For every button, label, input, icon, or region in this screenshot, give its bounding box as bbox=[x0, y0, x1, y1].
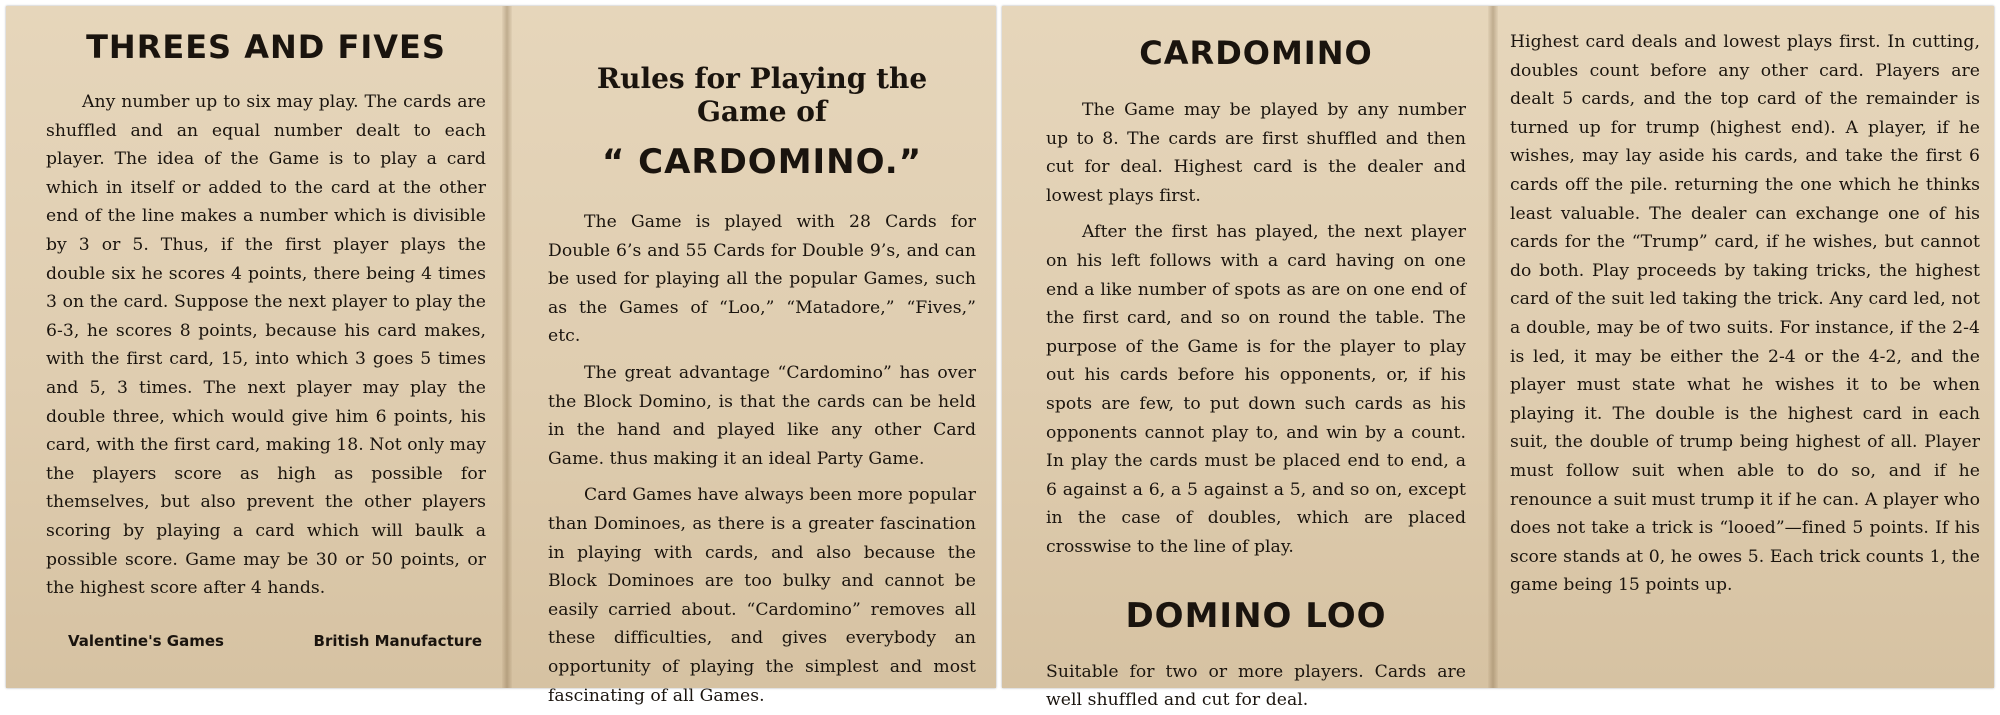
cardomino-title: CARDOMINO bbox=[1139, 34, 1373, 72]
rules-paragraph-2: The great advantage “Cardomino” has over the Block Domino, is that the cards can be held in the hand and played like any other Card Game. thus making it an ideal Party Game. bbox=[548, 362, 976, 469]
threes-and-fives-rules: Any number up to six may play. The cards are shuffled and an equal number dealt to each player. The idea of the Game is to play a card which in itself or added to the card at the other end of the line makes a number which is divisible by 3 or 5. Thus, if the first player plays the double six he scores 4 points, there being 4 times 3 on the card. Suppose the next player to play the 6-3, he scores 8 points, because his card makes, with the first card, 15, into which 3 goes 5 times and 5, 3 times. The next player may play the double three, which would give him 6 points, his card, with the first card, making 18. Not only may the players score as high as possible for themselves, but also prevent the other players scoring by playing a card which will baulk a possible score. Game may be 30 or 50 points, or the highest score after 4 hands. bbox=[46, 92, 486, 599]
publisher-footer bbox=[68, 632, 482, 650]
domino-loo-title: DOMINO LOO bbox=[1125, 595, 1387, 636]
right-sheet bbox=[1002, 6, 1994, 711]
cardomino-paragraph-2: After the first has played, the next player on his left follows with a card having on one end a like number of spots as are on one end of the first card, and so on round the table. The purpose of the Game is for the player to play out his cards before his opponents, or, if his spots are few, to put down such cards as his opponents cannot play to, and win by a count. In play the cards must be placed end to end, a 6 against a 6, a 5 against a 5, and so on, except in the case of doubles, which are placed crosswise to the line of play. bbox=[1046, 222, 1466, 557]
domino-loo-intro: Suitable for two or more players. Cards are well shuffled and cut for deal. bbox=[1046, 661, 1466, 711]
threes-and-fives-title: THREES AND FIVES bbox=[86, 28, 446, 66]
rules-title-line1: Rules for Playing the Game of bbox=[596, 62, 928, 128]
manufacture-note: British Manufacture bbox=[313, 632, 482, 650]
publisher-name: Valentine's Games bbox=[68, 632, 224, 650]
rules-paragraph-1: The Game is played with 28 Cards for Double 6’s and 55 Cards for Double 9’s, and can be used for playing all the popular Games, such as the Games of “Loo,” “Matadore,” “Fives,” etc. bbox=[548, 212, 976, 347]
domino-loo-rules-panel bbox=[1498, 6, 1994, 688]
rules-paragraph-3: Card Games have always been more popular than Dominoes, as there is a greater fascination in playing with cards, and also because the Block Dominoes are too bulky and cannot be easily carried about. “Cardomino” removes all these difficulties, and gives everybody an opportunity of playing the simplest and most fascinating of all Games. bbox=[548, 485, 976, 706]
rules-title-line2: “ CARDOMINO.” bbox=[601, 142, 923, 182]
left-sheet bbox=[6, 6, 996, 706]
threes-and-fives-panel bbox=[6, 6, 502, 688]
cardomino-panel bbox=[1002, 6, 1488, 711]
cardomino-paragraph-1: The Game may be played by any number up to 8. The cards are first shuffled and then cut for deal. Highest card is the dealer and lowest plays first. bbox=[1046, 100, 1466, 206]
fold-crease bbox=[1488, 6, 1498, 688]
domino-loo-rules: Highest card deals and lowest plays first. In cutting, doubles count before any other card. Players are dealt 5 cards, and the top card of the remainder is turned up for trump (highest end). A player, if he wishes, may lay aside his cards, and take the first 6 cards off the pile. returning the one which he thinks least valuable. The dealer can exchange one of his cards for the “Trump” card, if he wishes, but cannot do both. Play proceeds by taking tricks, the highest card of the suit led taking the trick. Any card led, not a double, may be of two suits. For instance, if the 2-4 is led, it may be either the 2-4 or the 4-2, and the player must state what he wishes it to be when playing it. The double is the highest card in each suit, the double of trump being highest of all. Player must follow suit when able to do so, and if he renounce a suit must trump it if he can. A player who does not take a trick is “looed”—fined 5 points. If his score stands at 0, he owes 5. Each trick counts 1, the game being 15 points up. bbox=[1510, 32, 1980, 596]
rules-intro-panel bbox=[508, 6, 996, 706]
